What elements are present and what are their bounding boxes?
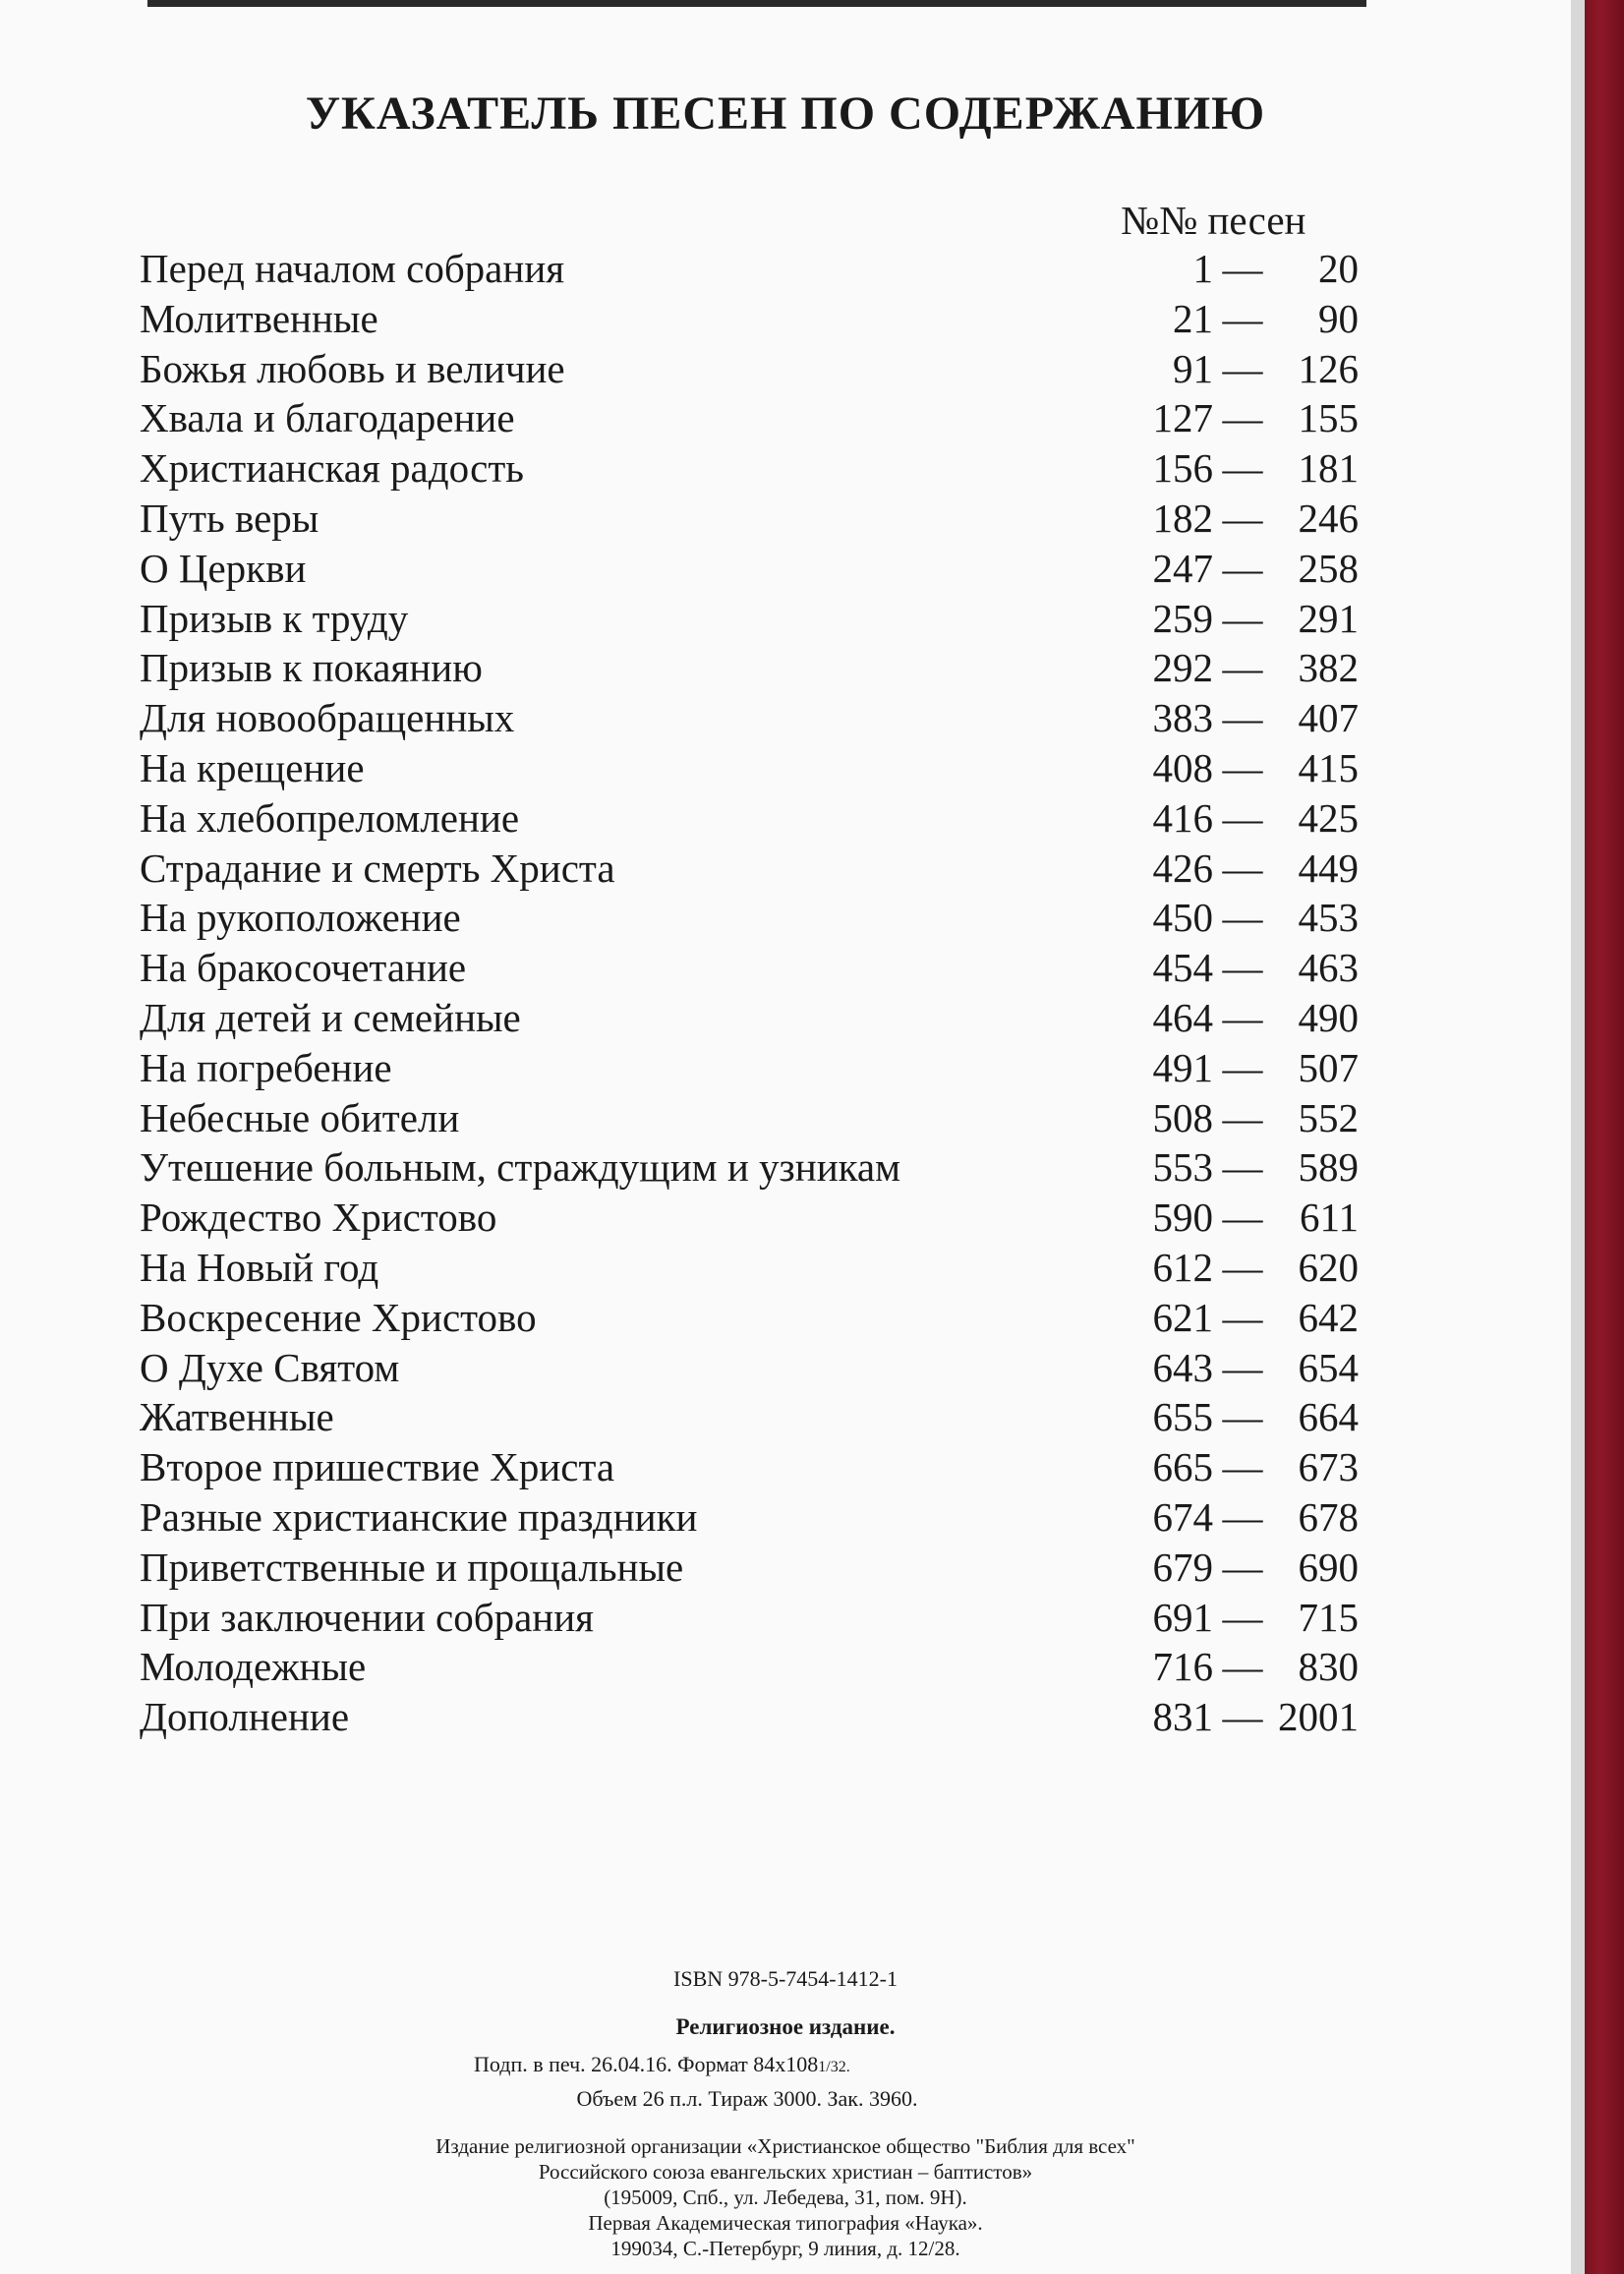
index-row bbox=[140, 844, 1359, 894]
song-range bbox=[1123, 1293, 1359, 1342]
song-range bbox=[1123, 494, 1359, 543]
range-from: 831 bbox=[1152, 1694, 1213, 1740]
range-dash: — bbox=[1222, 1144, 1263, 1191]
song-range bbox=[1123, 1692, 1359, 1741]
range-dash: — bbox=[1222, 645, 1263, 691]
range-to: 382 bbox=[1298, 645, 1359, 691]
song-range bbox=[1123, 1343, 1359, 1392]
range-from: 182 bbox=[1152, 495, 1213, 541]
range-dash: — bbox=[1222, 695, 1263, 741]
range-from: 612 bbox=[1152, 1244, 1213, 1290]
range-dash: — bbox=[1222, 246, 1263, 291]
song-range bbox=[1123, 793, 1359, 843]
index-row bbox=[140, 743, 1359, 793]
range-from: 643 bbox=[1152, 1344, 1213, 1390]
index-topic: На хлебопреломление bbox=[140, 794, 520, 841]
song-range bbox=[1123, 1243, 1359, 1292]
range-to: 664 bbox=[1298, 1394, 1359, 1440]
range-dash: — bbox=[1222, 1544, 1263, 1590]
index-row bbox=[140, 1293, 1359, 1343]
range-to: 453 bbox=[1298, 895, 1359, 941]
song-range bbox=[1123, 1093, 1359, 1142]
range-to: 291 bbox=[1298, 595, 1359, 641]
range-to: 449 bbox=[1298, 845, 1359, 891]
isbn: ISBN 978-5-7454-1412-1 bbox=[673, 1966, 898, 1991]
range-to: 258 bbox=[1298, 545, 1359, 591]
index-topic: Разные христианские праздники bbox=[140, 1493, 698, 1540]
song-range bbox=[1123, 393, 1359, 442]
range-from: 127 bbox=[1152, 395, 1213, 441]
format-value: 84x108 bbox=[753, 2052, 819, 2076]
page-title: УКАЗАТЕЛЬ ПЕСЕН ПО СОДЕРЖАНИЮ bbox=[305, 87, 1266, 140]
range-to: 830 bbox=[1298, 1644, 1359, 1690]
range-from: 426 bbox=[1152, 845, 1213, 891]
index-row bbox=[140, 1442, 1359, 1492]
index-topic: Жатвенные bbox=[140, 1394, 334, 1440]
range-to: 415 bbox=[1298, 744, 1359, 790]
index-topic: Путь веры bbox=[140, 495, 319, 541]
range-from: 665 bbox=[1152, 1444, 1213, 1490]
range-from: 454 bbox=[1152, 945, 1213, 991]
range-from: 259 bbox=[1152, 595, 1213, 641]
range-from: 247 bbox=[1152, 545, 1213, 591]
index-row bbox=[140, 594, 1359, 644]
range-dash: — bbox=[1222, 1644, 1263, 1690]
index-row bbox=[140, 1593, 1359, 1643]
index-topic: Христианская радость bbox=[140, 445, 524, 492]
index-row bbox=[140, 1543, 1359, 1593]
song-range bbox=[1123, 594, 1359, 643]
range-dash: — bbox=[1222, 1094, 1263, 1140]
range-to: 715 bbox=[1298, 1594, 1359, 1640]
index-topic: Воскресение Христово bbox=[140, 1294, 537, 1340]
range-to: 246 bbox=[1298, 495, 1359, 541]
range-to: 463 bbox=[1298, 945, 1359, 991]
range-from: 464 bbox=[1152, 994, 1213, 1040]
range-from: 590 bbox=[1152, 1195, 1213, 1241]
publisher-line: Российского союза евангельских христиан – баптистов» bbox=[538, 2160, 1033, 2184]
index-row bbox=[140, 643, 1359, 693]
song-range bbox=[1123, 1593, 1359, 1642]
index-row bbox=[140, 1243, 1359, 1293]
range-to: 690 bbox=[1298, 1544, 1359, 1590]
range-from: 156 bbox=[1152, 445, 1213, 492]
range-dash: — bbox=[1222, 994, 1263, 1040]
range-from: 508 bbox=[1152, 1094, 1213, 1140]
range-to: 425 bbox=[1298, 794, 1359, 841]
song-range bbox=[1123, 844, 1359, 893]
range-dash: — bbox=[1222, 1294, 1263, 1340]
index-row bbox=[140, 993, 1359, 1043]
range-to: 552 bbox=[1298, 1094, 1359, 1140]
index-row bbox=[140, 443, 1359, 494]
song-range bbox=[1123, 993, 1359, 1042]
index-row bbox=[140, 1142, 1359, 1193]
range-to: 678 bbox=[1298, 1493, 1359, 1540]
range-to: 20 bbox=[1318, 246, 1359, 291]
range-dash: — bbox=[1222, 1244, 1263, 1290]
index-row bbox=[140, 1043, 1359, 1093]
index-row bbox=[140, 1093, 1359, 1143]
range-to: 407 bbox=[1298, 695, 1359, 741]
index-topic: Для новообращенных bbox=[140, 695, 515, 741]
index-row bbox=[140, 693, 1359, 743]
range-dash: — bbox=[1222, 794, 1263, 841]
page-edge bbox=[1571, 0, 1585, 2274]
index-topic: Хвала и благодарение bbox=[140, 395, 515, 441]
range-from: 674 bbox=[1152, 1493, 1213, 1540]
index-row bbox=[140, 943, 1359, 993]
range-dash: — bbox=[1222, 1694, 1263, 1740]
range-dash: — bbox=[1222, 295, 1263, 341]
range-dash: — bbox=[1222, 895, 1263, 941]
range-from: 491 bbox=[1152, 1044, 1213, 1090]
index-row bbox=[140, 1692, 1359, 1742]
index-row bbox=[140, 544, 1359, 594]
index-topic: Второе пришествие Христа bbox=[140, 1444, 615, 1490]
range-to: 155 bbox=[1298, 395, 1359, 441]
song-range bbox=[1123, 1392, 1359, 1441]
range-dash: — bbox=[1222, 945, 1263, 991]
song-range bbox=[1123, 1142, 1359, 1192]
index-topic: На рукоположение bbox=[140, 895, 461, 941]
index-row bbox=[140, 294, 1359, 344]
religious-edition-note: Религиозное издание. bbox=[675, 2014, 896, 2039]
index-topic: На крещение bbox=[140, 744, 365, 790]
range-dash: — bbox=[1222, 595, 1263, 641]
range-dash: — bbox=[1222, 1044, 1263, 1090]
range-dash: — bbox=[1222, 1344, 1263, 1390]
index-topic: Призыв к покаянию bbox=[140, 645, 483, 691]
range-dash: — bbox=[1222, 845, 1263, 891]
range-to: 507 bbox=[1298, 1044, 1359, 1090]
index-row bbox=[140, 1392, 1359, 1442]
song-range bbox=[1123, 1193, 1359, 1242]
top-rule bbox=[147, 0, 1366, 7]
song-range bbox=[1123, 643, 1359, 692]
song-range bbox=[1123, 943, 1359, 992]
publisher-line: Издание религиозной организации «Христианское общество "Библия для всех" bbox=[435, 2134, 1135, 2158]
range-to: 90 bbox=[1318, 295, 1359, 341]
index-topic: Дополнение bbox=[140, 1694, 350, 1740]
song-range bbox=[1123, 743, 1359, 792]
index-topic: Приветственные и прощальные bbox=[140, 1544, 684, 1590]
index-row bbox=[140, 494, 1359, 544]
range-from: 21 bbox=[1173, 295, 1213, 341]
song-range bbox=[1123, 1642, 1359, 1691]
range-to: 126 bbox=[1298, 345, 1359, 391]
range-dash: — bbox=[1222, 345, 1263, 391]
range-to: 654 bbox=[1298, 1344, 1359, 1390]
range-from: 416 bbox=[1152, 794, 1213, 841]
range-from: 408 bbox=[1152, 744, 1213, 790]
index-topic: Страдание и смерть Христа bbox=[140, 845, 615, 891]
index-topic: Рождество Христово bbox=[140, 1195, 497, 1241]
index-row bbox=[140, 1343, 1359, 1393]
range-from: 1 bbox=[1192, 246, 1213, 291]
song-range bbox=[1123, 294, 1359, 343]
song-range bbox=[1123, 1543, 1359, 1592]
song-range bbox=[1123, 893, 1359, 942]
range-to: 620 bbox=[1298, 1244, 1359, 1290]
range-from: 655 bbox=[1152, 1394, 1213, 1440]
song-range bbox=[1123, 244, 1359, 293]
range-from: 292 bbox=[1152, 645, 1213, 691]
index-topic: О Духе Святом bbox=[140, 1344, 400, 1390]
range-from: 450 bbox=[1152, 895, 1213, 941]
range-dash: — bbox=[1222, 1493, 1263, 1540]
range-dash: — bbox=[1222, 1394, 1263, 1440]
range-dash: — bbox=[1222, 545, 1263, 591]
range-to: 611 bbox=[1300, 1195, 1359, 1241]
publisher-line: Первая Академическая типография «Наука». bbox=[588, 2211, 983, 2235]
range-dash: — bbox=[1222, 1444, 1263, 1490]
index-topic: Призыв к труду bbox=[140, 595, 409, 641]
index-list bbox=[140, 244, 1359, 1742]
index-topic: Для детей и семейные bbox=[140, 994, 521, 1040]
range-dash: — bbox=[1222, 395, 1263, 441]
index-topic: При заключении собрания bbox=[140, 1594, 595, 1640]
song-range bbox=[1123, 544, 1359, 593]
index-row bbox=[140, 1492, 1359, 1543]
index-topic: Утешение больным, страждущим и узникам bbox=[140, 1144, 901, 1191]
index-topic: Молодежные bbox=[140, 1644, 367, 1690]
song-range bbox=[1123, 1043, 1359, 1092]
publisher-block bbox=[0, 2133, 1571, 2261]
song-range bbox=[1123, 344, 1359, 393]
index-row bbox=[140, 793, 1359, 844]
range-from: 691 bbox=[1152, 1594, 1213, 1640]
range-dash: — bbox=[1222, 744, 1263, 790]
range-from: 383 bbox=[1152, 695, 1213, 741]
publisher-line: 199034, С.-Петербург, 9 линия, д. 12/28. bbox=[610, 2237, 960, 2260]
range-from: 716 bbox=[1152, 1644, 1213, 1690]
index-row bbox=[140, 1193, 1359, 1243]
index-row bbox=[140, 244, 1359, 294]
index-topic: Божья любовь и величие bbox=[140, 345, 565, 391]
song-range bbox=[1123, 443, 1359, 493]
range-from: 553 bbox=[1152, 1144, 1213, 1191]
index-row bbox=[140, 344, 1359, 394]
index-topic: Молитвенные bbox=[140, 295, 378, 341]
index-topic: На погребение bbox=[140, 1044, 392, 1090]
index-topic: На бракосочетание bbox=[140, 945, 467, 991]
index-topic: Перед началом собрания bbox=[140, 246, 565, 291]
song-range bbox=[1123, 1492, 1359, 1542]
range-to: 642 bbox=[1298, 1294, 1359, 1340]
book-cover-edge bbox=[1585, 0, 1624, 2274]
index-row bbox=[140, 393, 1359, 443]
range-dash: — bbox=[1222, 1594, 1263, 1640]
range-to: 181 bbox=[1298, 445, 1359, 492]
volume-line: Объем 26 п.л. Тираж 3000. Зак. 3960. bbox=[576, 2086, 918, 2111]
index-row bbox=[140, 893, 1359, 943]
range-to: 2001 bbox=[1278, 1694, 1359, 1740]
index-topic: О Церкви bbox=[140, 545, 307, 591]
index-topic: На Новый год bbox=[140, 1244, 379, 1290]
song-range bbox=[1123, 1442, 1359, 1491]
publisher-line: (195009, Спб., ул. Лебедева, 31, пом. 9Н). bbox=[604, 2186, 967, 2209]
range-dash: — bbox=[1222, 445, 1263, 492]
index-row bbox=[140, 1642, 1359, 1692]
range-dash: — bbox=[1222, 495, 1263, 541]
range-from: 621 bbox=[1152, 1294, 1213, 1340]
index-topic: Небесные обители bbox=[140, 1094, 460, 1140]
print-signed-text: Подп. в печ. 26.04.16. Формат bbox=[474, 2052, 748, 2076]
range-from: 91 bbox=[1173, 345, 1213, 391]
print-signed-line bbox=[474, 2052, 850, 2077]
range-from: 679 bbox=[1152, 1544, 1213, 1590]
column-header: №№ песен bbox=[1121, 198, 1306, 243]
range-to: 589 bbox=[1298, 1144, 1359, 1191]
format-fraction: 1/32. bbox=[818, 2059, 850, 2075]
range-to: 673 bbox=[1298, 1444, 1359, 1490]
song-range bbox=[1123, 693, 1359, 742]
range-dash: — bbox=[1222, 1195, 1263, 1241]
range-to: 490 bbox=[1298, 994, 1359, 1040]
